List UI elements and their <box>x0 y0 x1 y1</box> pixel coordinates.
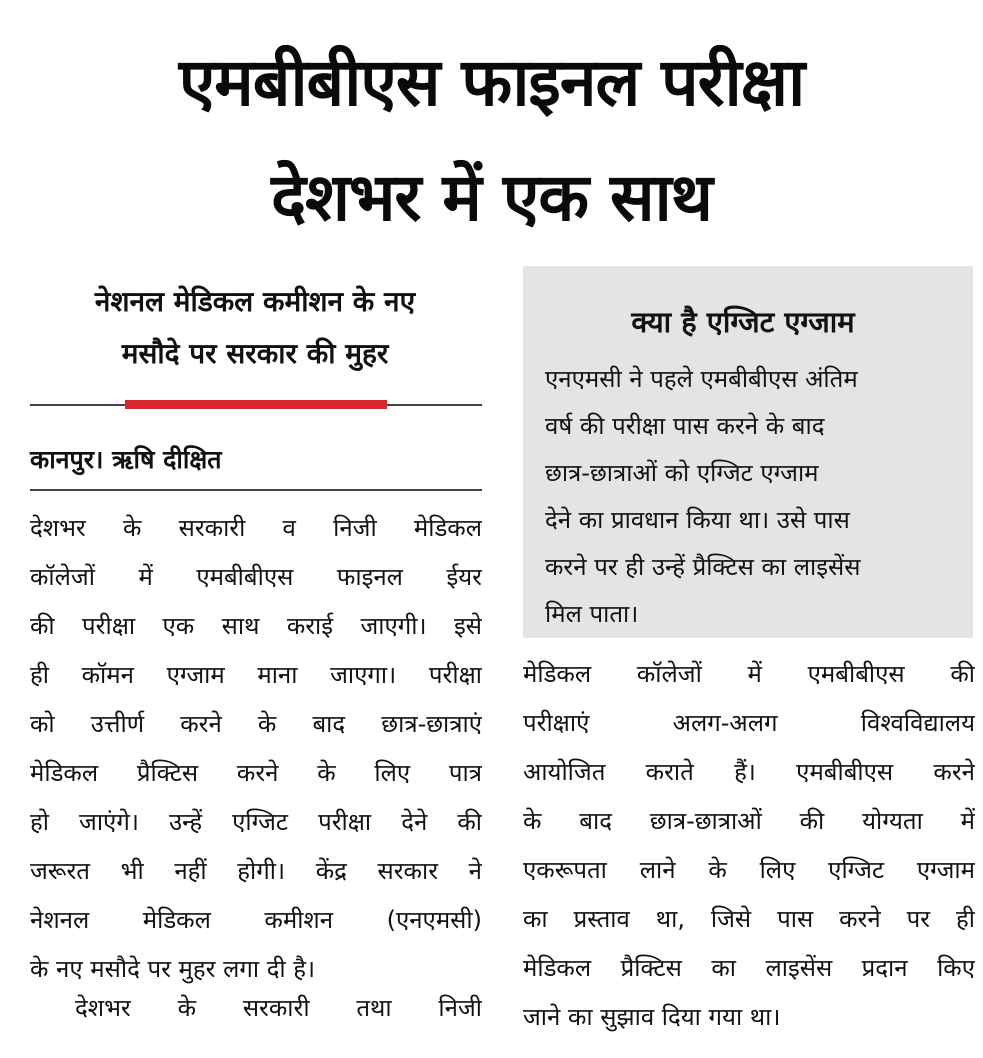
text-line: का प्रस्ताव था, जिसे पास करने पर ही <box>523 905 975 933</box>
text-line: देशभर के सरकारी तथा निजी <box>75 994 482 1022</box>
text-line: छात्र-छात्राओं को एग्जिट एग्जाम <box>545 459 819 487</box>
text-line: देशभर के सरकारी व निजी मेडिकल <box>30 514 482 542</box>
headline-line-1: एमबीबीएस फाइनल परीक्षा <box>178 44 805 121</box>
sidebar-title: क्या है एग्जिट एग्जाम <box>631 305 855 339</box>
text-line: को उत्तीर्ण करने के बाद छात्र-छात्राएं <box>30 710 482 738</box>
text-line: मेडिकल कॉलेजों में एमबीबीएस की <box>523 660 975 688</box>
text-line: वर्ष की परीक्षा पास करने के बाद <box>545 412 825 440</box>
right-column-paragraph <box>523 650 975 1042</box>
subheadline-line-1: नेशनल मेडिकल कमीशन के नए <box>94 285 416 318</box>
text-line: जाने का सुझाव दिया गया था। <box>523 1003 781 1031</box>
text-line: आयोजित कराते हैं। एमबीबीएस करने <box>523 758 975 786</box>
left-column-paragraph-1 <box>30 504 482 994</box>
text-line: मेडिकल प्रैक्टिस का लाइसेंस प्रदान किए <box>523 954 975 982</box>
text-line: देने का प्रावधान किया था। उसे पास <box>545 506 850 534</box>
sidebar-box <box>523 266 973 638</box>
left-column-paragraph-2 <box>30 984 482 1033</box>
text-line: की परीक्षा एक साथ कराई जाएगी। इसे <box>30 612 482 640</box>
accent-divider <box>125 400 387 409</box>
text-line: नेशनल मेडिकल कमीशन (एनएमसी) <box>30 906 482 934</box>
text-line: जरूरत भी नहीं होगी। केंद्र सरकार ने <box>30 857 482 885</box>
dateline: कानपुर। ऋषि दीक्षित <box>30 445 222 474</box>
text-line: मिल पाता। <box>545 600 639 628</box>
sidebar-body <box>545 356 965 638</box>
text-line: हो जाएंगे। उन्हें एग्जिट परीक्षा देने की <box>30 808 482 836</box>
text-line: एनएमसी ने पहले एमबीबीएस अंतिम <box>545 365 858 393</box>
subheadline-line-2: मसौदे पर सरकार की मुहर <box>121 337 389 370</box>
text-line: कॉलेजों में एमबीबीएस फाइनल ईयर <box>30 563 482 591</box>
headline-line-2: देशभर में एक साथ <box>271 159 712 236</box>
text-line: के बाद छात्र-छात्राओं की योग्यता में <box>523 807 975 835</box>
text-line: करने पर ही उन्हें प्रैक्टिस का लाइसेंस <box>545 553 861 581</box>
text-line: मेडिकल प्रैक्टिस करने के लिए पात्र <box>30 759 482 787</box>
text-line: एकरूपता लाने के लिए एग्जिट एग्जाम <box>523 856 975 884</box>
divider-bottom <box>30 489 482 491</box>
text-line: के नए मसौदे पर मुहर लगा दी है। <box>30 955 316 983</box>
text-line: परीक्षाएं अलग-अलग विश्वविद्यालय <box>523 709 975 737</box>
text-line: ही कॉमन एग्जाम माना जाएगा। परीक्षा <box>30 661 482 689</box>
